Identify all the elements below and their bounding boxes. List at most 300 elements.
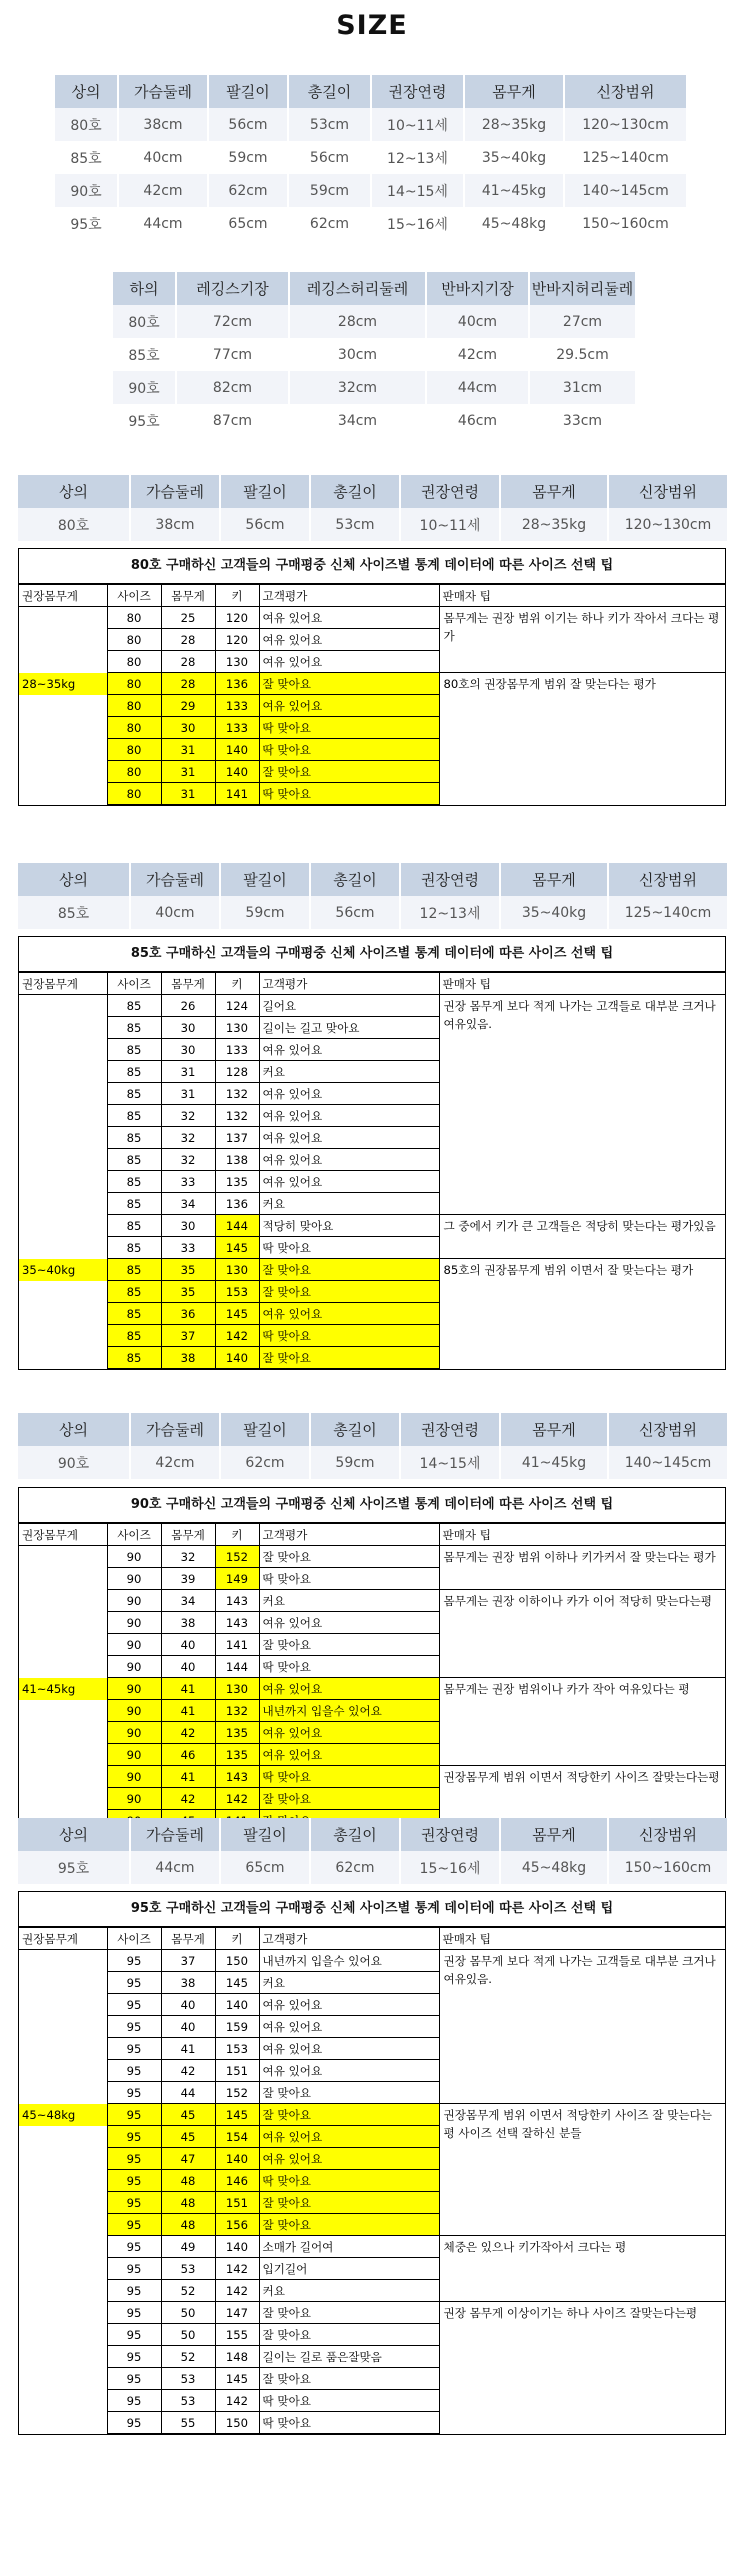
- tip-cell: 133: [215, 1039, 259, 1061]
- tip-cell: 32: [161, 1546, 215, 1568]
- tip-cell: 152: [215, 2082, 259, 2104]
- table-cell: 120~130cm: [564, 108, 687, 141]
- weight-cell: [19, 607, 107, 629]
- size-bar-table: [18, 475, 729, 541]
- tip-cell: 140: [215, 1347, 259, 1369]
- tip-cell: 85: [107, 1105, 161, 1127]
- column-header: 신장범위: [608, 863, 728, 896]
- tip-cell: 45: [161, 2104, 215, 2126]
- weight-cell: [19, 1972, 107, 1994]
- column-header: 몸무게: [161, 1928, 215, 1950]
- tip-cell: 내년까지 입을수 있어요: [259, 1700, 439, 1722]
- weight-cell: [19, 695, 107, 717]
- tip-cell: 28: [161, 629, 215, 651]
- tip-cell: 128: [215, 1061, 259, 1083]
- tip-cell: 145: [215, 1972, 259, 1994]
- tip-cell: 33: [161, 1237, 215, 1259]
- column-header: 사이즈: [107, 585, 161, 607]
- tip-cell: 143: [215, 1590, 259, 1612]
- tip-cell: 커요: [259, 1590, 439, 1612]
- tip-cell: 길이는 길로 품은잘맞음: [259, 2346, 439, 2368]
- size-chart-bottom: [113, 272, 636, 437]
- size-bar-95호: [18, 1818, 728, 1884]
- tip-cell: 140: [215, 739, 259, 761]
- seller-tip: 권장몸무게 범위 이면서 적당한키 사이즈 잘 맞는다는 평 사이즈 선택 잘하신 분들: [439, 2104, 725, 2236]
- tip-cell: 31: [161, 1061, 215, 1083]
- seller-tip: 권장 몸무게 이상이기는 하나 사이즈 잘맞는다는평: [439, 2302, 725, 2434]
- table-cell: 44cm: [118, 207, 208, 240]
- tip-cell: 140: [215, 2148, 259, 2170]
- tip-cell: 32: [161, 1149, 215, 1171]
- column-header: 권장몸무게: [19, 973, 107, 995]
- tip-cell: 40: [161, 2016, 215, 2038]
- table-cell: 87cm: [176, 404, 289, 437]
- tip-cell: 140: [215, 2236, 259, 2258]
- tip-cell: 130: [215, 651, 259, 673]
- weight-cell: [19, 1347, 107, 1369]
- tip-cell: 여유 있어요: [259, 1039, 439, 1061]
- weight-cell: [19, 2038, 107, 2060]
- tip-cell: 30: [161, 717, 215, 739]
- column-header: 몸무게: [464, 75, 564, 108]
- tip-cell: 124: [215, 995, 259, 1017]
- column-header: 총길이: [310, 1818, 400, 1851]
- tip-cell: 잘 맞아요: [259, 2192, 439, 2214]
- tip-cell: 41: [161, 1700, 215, 1722]
- tip-cell: 31: [161, 761, 215, 783]
- tip-cell: 52: [161, 2346, 215, 2368]
- tip-cell: 잘 맞아요: [259, 2214, 439, 2236]
- tip-cell: 여유 있어요: [259, 1678, 439, 1700]
- seller-tip: 권장 몸무게 보다 적게 나가는 고객들로 대부분 크거나 여유있음.: [439, 1950, 725, 2104]
- seller-tip: 몸무게는 권장 범위 이하나 키가커서 잘 맞는다는 평가: [439, 1546, 725, 1590]
- tip-cell: 커요: [259, 1972, 439, 1994]
- tip-cell: 132: [215, 1105, 259, 1127]
- column-header: 팔길이: [220, 475, 310, 508]
- tip-cell: 잘 맞아요: [259, 2082, 439, 2104]
- size-bar-table: [18, 1413, 729, 1479]
- page-title: SIZE: [336, 10, 408, 41]
- column-header: 상의: [18, 1413, 130, 1446]
- table-cell: 41~45kg: [464, 174, 564, 207]
- table-cell: 150~160cm: [564, 207, 687, 240]
- tip-cell: 여유 있어요: [259, 2126, 439, 2148]
- tip-cell: 80: [107, 651, 161, 673]
- tip-cell: 145: [215, 2368, 259, 2390]
- tip-cell: 42: [161, 2060, 215, 2082]
- table-row: [55, 141, 687, 174]
- tip-cell: 80: [107, 695, 161, 717]
- tip-cell: 146: [215, 2170, 259, 2192]
- tip-cell: 34: [161, 1590, 215, 1612]
- tip-cell: 90: [107, 1722, 161, 1744]
- tip-header-row: [19, 1928, 725, 1950]
- tip-cell: 85: [107, 1127, 161, 1149]
- tip-cell: 30: [161, 1017, 215, 1039]
- tip-cell: 32: [161, 1127, 215, 1149]
- table-cell: 42cm: [130, 1446, 220, 1479]
- tip-cell: 잘 맞아요: [259, 2104, 439, 2126]
- tip-cell: 120: [215, 607, 259, 629]
- tip-cell: 145: [215, 1303, 259, 1325]
- tip-row: [19, 2236, 725, 2258]
- tip-cell: 47: [161, 2148, 215, 2170]
- tip-cell: 33: [161, 1171, 215, 1193]
- table-cell: 53cm: [288, 108, 371, 141]
- tip-cell: 133: [215, 717, 259, 739]
- table-cell: 46cm: [426, 404, 529, 437]
- table-cell: 90호: [55, 174, 118, 207]
- table-cell: 125~140cm: [564, 141, 687, 174]
- weight-cell: [19, 2060, 107, 2082]
- tip-cell: 딱 맞아요: [259, 1656, 439, 1678]
- tip-cell: 144: [215, 1656, 259, 1678]
- tip-cell: 90: [107, 1678, 161, 1700]
- weight-cell: [19, 1303, 107, 1325]
- column-header: 사이즈: [107, 1928, 161, 1950]
- tip-cell: 135: [215, 1722, 259, 1744]
- table-cell: 33cm: [529, 404, 636, 437]
- tip-cell: 132: [215, 1700, 259, 1722]
- tip-cell: 80: [107, 607, 161, 629]
- tip-cell: 154: [215, 2126, 259, 2148]
- weight-cell: [19, 1722, 107, 1744]
- tip-cell: 142: [215, 2258, 259, 2280]
- tip-cell: 여유 있어요: [259, 1127, 439, 1149]
- weight-cell: [19, 761, 107, 783]
- tip-cell: 29: [161, 695, 215, 717]
- table-cell: 38cm: [130, 508, 220, 541]
- column-header: 권장연령: [400, 863, 500, 896]
- tip-cell: 44: [161, 2082, 215, 2104]
- tip-cell: 80: [107, 673, 161, 695]
- tip-cell: 소매가 길어여: [259, 2236, 439, 2258]
- column-header: 반바지기장: [426, 272, 529, 305]
- seller-tip: 몸무게는 권장 이하이나 카가 이어 적당히 맞는다는평: [439, 1590, 725, 1678]
- tip-cell: 잘 맞아요: [259, 1259, 439, 1281]
- tip-cell: 150: [215, 1950, 259, 1972]
- tip-cell: 147: [215, 2302, 259, 2324]
- tip-table-80호: [18, 548, 726, 806]
- column-header: 키: [215, 585, 259, 607]
- weight-cell: [19, 2280, 107, 2302]
- tip-cell: 32: [161, 1105, 215, 1127]
- tip-cell: 80: [107, 629, 161, 651]
- tip-cell: 80: [107, 783, 161, 805]
- table-row: [18, 1851, 728, 1884]
- tip-cell: 여유 있어요: [259, 607, 439, 629]
- column-header: 몸무게: [161, 973, 215, 995]
- table-row: [55, 174, 687, 207]
- weight-cell: [19, 1325, 107, 1347]
- tip-cell: 55: [161, 2412, 215, 2434]
- tip-cell: 85: [107, 1281, 161, 1303]
- tip-cell: 커요: [259, 1061, 439, 1083]
- table-cell: 125~140cm: [608, 896, 728, 929]
- tip-cell: 여유 있어요: [259, 2016, 439, 2038]
- table-cell: 56cm: [208, 108, 288, 141]
- size-bar-90호: [18, 1413, 728, 1479]
- table-cell: 80호: [55, 108, 118, 141]
- weight-cell: [19, 995, 107, 1017]
- tip-cell: 95: [107, 2346, 161, 2368]
- tip-cell: 85: [107, 1237, 161, 1259]
- weight-cell: [19, 2126, 107, 2148]
- table-cell: 62cm: [208, 174, 288, 207]
- size-bar-80호: [18, 475, 728, 541]
- column-header: 권장몸무게: [19, 1928, 107, 1950]
- tip-cell: 90: [107, 1700, 161, 1722]
- column-header: 총길이: [310, 1413, 400, 1446]
- table-cell: 27cm: [529, 305, 636, 338]
- table-cell: 42cm: [426, 338, 529, 371]
- tip-cell: 137: [215, 1127, 259, 1149]
- column-header: 몸무게: [500, 863, 608, 896]
- tip-cell: 잘 맞아요: [259, 1347, 439, 1369]
- tip-cell: 143: [215, 1612, 259, 1634]
- column-header: 권장연령: [371, 75, 464, 108]
- tip-cell: 잘 맞아요: [259, 2368, 439, 2390]
- tip-cell: 커요: [259, 1193, 439, 1215]
- weight-cell: [19, 1634, 107, 1656]
- table-cell: 65cm: [208, 207, 288, 240]
- tip-cell: 95: [107, 2412, 161, 2434]
- tip-cell: 48: [161, 2214, 215, 2236]
- table-cell: 90호: [18, 1446, 130, 1479]
- bottom-size-table: [113, 272, 637, 437]
- tip-cell: 37: [161, 1950, 215, 1972]
- tip-cell: 90: [107, 1788, 161, 1810]
- tip-cell: 길이는 길고 맞아요: [259, 1017, 439, 1039]
- tip-cell: 136: [215, 673, 259, 695]
- table-cell: 120~130cm: [608, 508, 728, 541]
- tip-cell: 85: [107, 1193, 161, 1215]
- table-cell: 95호: [55, 207, 118, 240]
- tip-cell: 95: [107, 2368, 161, 2390]
- tip-cell: 딱 맞아요: [259, 717, 439, 739]
- table-cell: 140~145cm: [608, 1446, 728, 1479]
- tip-cell: 95: [107, 2082, 161, 2104]
- weight-cell: [19, 1237, 107, 1259]
- table-cell: 56cm: [310, 896, 400, 929]
- table-cell: 40cm: [130, 896, 220, 929]
- tip-row: [19, 673, 725, 695]
- column-header: 레깅스기장: [176, 272, 289, 305]
- weight-cell: [19, 2192, 107, 2214]
- tip-cell: 85: [107, 1171, 161, 1193]
- header-row: [18, 1413, 728, 1446]
- table-row: [18, 508, 728, 541]
- table-row: [113, 305, 636, 338]
- seller-tip: 몸무게는 권장 범위이나 카가 작아 여유있다는 평: [439, 1678, 725, 1766]
- weight-cell: [19, 1788, 107, 1810]
- tip-cell: 34: [161, 1193, 215, 1215]
- tip-row: [19, 1590, 725, 1612]
- tip-cell: 여유 있어요: [259, 629, 439, 651]
- tip-cell: 95: [107, 2060, 161, 2082]
- column-header: 고객평가: [259, 1928, 439, 1950]
- weight-cell: [19, 1215, 107, 1237]
- table-cell: 32cm: [289, 371, 426, 404]
- tip-cell: 85: [107, 1259, 161, 1281]
- tip-cell: 85: [107, 995, 161, 1017]
- tip-cell: 커요: [259, 2280, 439, 2302]
- tip-cell: 142: [215, 1325, 259, 1347]
- table-cell: 82cm: [176, 371, 289, 404]
- tip-row: [19, 1259, 725, 1281]
- header-row: [55, 75, 687, 108]
- tip-cell: 38: [161, 1972, 215, 1994]
- seller-tip: 85호의 권장몸무게 범위 이면서 잘 맞는다는 평가: [439, 1259, 725, 1369]
- tip-cell: 잘 맞아요: [259, 1788, 439, 1810]
- tip-cell: 138: [215, 1149, 259, 1171]
- table-cell: 59cm: [288, 174, 371, 207]
- weight-cell: [19, 1568, 107, 1590]
- column-header: 총길이: [288, 75, 371, 108]
- weight-cell: [19, 1950, 107, 1972]
- column-header: 판매자 팁: [439, 1524, 725, 1546]
- tip-cell: 40: [161, 1656, 215, 1678]
- tip-cell: 95: [107, 2258, 161, 2280]
- weight-cell: [19, 1149, 107, 1171]
- tip-cell: 딱 맞아요: [259, 2412, 439, 2434]
- tip-row: [19, 1546, 725, 1568]
- column-header: 몸무게: [500, 1413, 608, 1446]
- table-row: [113, 404, 636, 437]
- tip-cell: 적당히 맞아요: [259, 1215, 439, 1237]
- table-cell: 34cm: [289, 404, 426, 437]
- weight-cell: [19, 2016, 107, 2038]
- column-header: 몸무게: [161, 585, 215, 607]
- tip-cell: 85: [107, 1325, 161, 1347]
- table-cell: 28~35kg: [500, 508, 608, 541]
- column-header: 신장범위: [564, 75, 687, 108]
- tip-cell: 95: [107, 2038, 161, 2060]
- column-header: 키: [215, 1524, 259, 1546]
- weight-cell: 41~45kg: [19, 1678, 107, 1700]
- tip-cell: 50: [161, 2302, 215, 2324]
- tip-cell: 155: [215, 2324, 259, 2346]
- tip-cell: 95: [107, 2104, 161, 2126]
- weight-cell: [19, 2258, 107, 2280]
- weight-cell: [19, 1171, 107, 1193]
- weight-cell: [19, 1193, 107, 1215]
- tip-cell: 여유 있어요: [259, 1612, 439, 1634]
- column-header: 키: [215, 1928, 259, 1950]
- tip-cell: 38: [161, 1612, 215, 1634]
- weight-cell: [19, 1766, 107, 1788]
- table-row: [55, 207, 687, 240]
- tip-cell: 길어요: [259, 995, 439, 1017]
- column-header: 권장연령: [400, 475, 500, 508]
- tip-cell: 여유 있어요: [259, 2148, 439, 2170]
- tip-cell: 130: [215, 1017, 259, 1039]
- tip-cell: 31: [161, 1083, 215, 1105]
- tip-cell: 딱 맞아요: [259, 1237, 439, 1259]
- tip-cell: 142: [215, 2390, 259, 2412]
- column-header: 가슴둘레: [130, 863, 220, 896]
- table-cell: 41~45kg: [500, 1446, 608, 1479]
- tip-cell: 95: [107, 2170, 161, 2192]
- tip-cell: 85: [107, 1303, 161, 1325]
- tip-title: 85호 구매하신 고객들의 구매평중 신체 사이즈별 통계 데이터에 따른 사이즈 선택 팁: [19, 937, 725, 972]
- column-header: 고객평가: [259, 973, 439, 995]
- tip-cell: 90: [107, 1546, 161, 1568]
- table-cell: 62cm: [288, 207, 371, 240]
- tip-cell: 여유 있어요: [259, 1171, 439, 1193]
- tip-cell: 90: [107, 1634, 161, 1656]
- tip-cell: 40: [161, 1994, 215, 2016]
- weight-cell: [19, 629, 107, 651]
- table-cell: 62cm: [220, 1446, 310, 1479]
- tip-cell: 42: [161, 1788, 215, 1810]
- tip-cell: 잘 맞아요: [259, 2302, 439, 2324]
- tip-cell: 95: [107, 2280, 161, 2302]
- seller-tip: 권장 몸무게 보다 적게 나가는 고객들로 대부분 크거나 여유있음.: [439, 995, 725, 1215]
- tip-cell: 잘 맞아요: [259, 1634, 439, 1656]
- tip-cell: 140: [215, 761, 259, 783]
- column-header: 총길이: [310, 475, 400, 508]
- tip-cell: 여유 있어요: [259, 1083, 439, 1105]
- tip-row: [19, 995, 725, 1017]
- weight-cell: [19, 2082, 107, 2104]
- tip-cell: 141: [215, 783, 259, 805]
- tip-cell: 여유 있어요: [259, 1303, 439, 1325]
- table-cell: 14~15세: [400, 1446, 500, 1479]
- table-row: [113, 338, 636, 371]
- tip-cell: 여유 있어요: [259, 2038, 439, 2060]
- column-header: 키: [215, 973, 259, 995]
- column-header: 몸무게: [161, 1524, 215, 1546]
- tip-cell: 여유 있어요: [259, 2060, 439, 2082]
- weight-cell: [19, 1105, 107, 1127]
- tip-cell: 35: [161, 1259, 215, 1281]
- tip-cell: 입기길어: [259, 2258, 439, 2280]
- tip-cell: 잘 맞아요: [259, 2324, 439, 2346]
- tip-cell: 132: [215, 1083, 259, 1105]
- tip-table-85호: [18, 936, 726, 1370]
- tip-title: 90호 구매하신 고객들의 구매평중 신체 사이즈별 통계 데이터에 따른 사이즈 선택 팁: [19, 1488, 725, 1523]
- table-cell: 14~15세: [371, 174, 464, 207]
- tip-cell: 85: [107, 1215, 161, 1237]
- table-cell: 56cm: [288, 141, 371, 174]
- tip-cell: 80: [107, 717, 161, 739]
- tip-cell: 53: [161, 2368, 215, 2390]
- table-cell: 35~40kg: [500, 896, 608, 929]
- tip-cell: 135: [215, 1171, 259, 1193]
- weight-cell: [19, 1039, 107, 1061]
- weight-cell: 35~40kg: [19, 1259, 107, 1281]
- tip-cell: 41: [161, 1678, 215, 1700]
- tip-cell: 딱 맞아요: [259, 2170, 439, 2192]
- tip-row: [19, 2302, 725, 2324]
- tip-cell: 90: [107, 1612, 161, 1634]
- tip-cell: 148: [215, 2346, 259, 2368]
- tip-cell: 142: [215, 1788, 259, 1810]
- table-cell: 30cm: [289, 338, 426, 371]
- column-header: 레깅스허리둘레: [289, 272, 426, 305]
- tip-title: 80호 구매하신 고객들의 구매평중 신체 사이즈별 통계 데이터에 따른 사이즈 선택 팁: [19, 549, 725, 584]
- table-cell: 44cm: [130, 1851, 220, 1884]
- table-cell: 95호: [18, 1851, 130, 1884]
- table-cell: 15~16세: [400, 1851, 500, 1884]
- tip-cell: 딱 맞아요: [259, 1568, 439, 1590]
- tip-cell: 여유 있어요: [259, 1105, 439, 1127]
- tip-cell: 151: [215, 2060, 259, 2082]
- column-header: 사이즈: [107, 973, 161, 995]
- tip-cell: 여유 있어요: [259, 1744, 439, 1766]
- weight-cell: [19, 2214, 107, 2236]
